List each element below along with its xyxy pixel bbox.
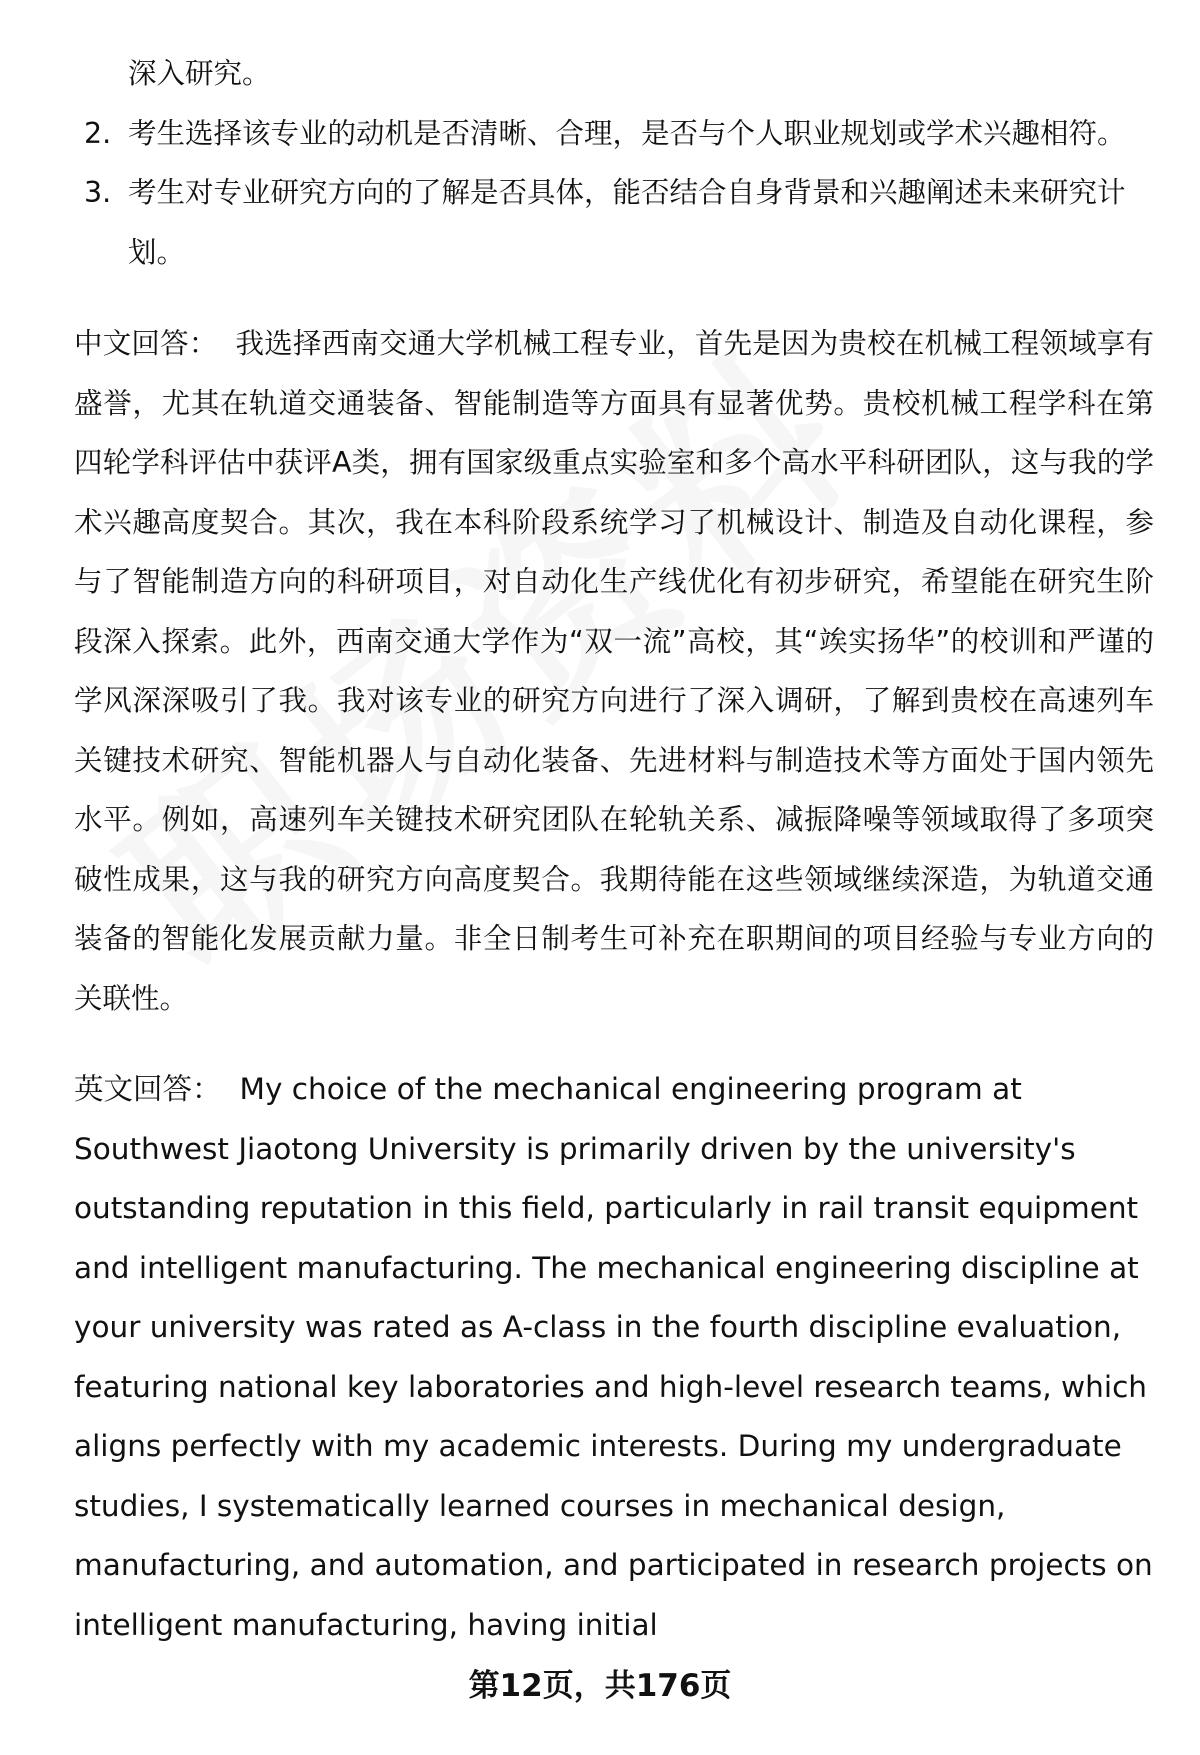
list-text: 考生选择该专业的动机是否清晰、合理，是否与个人职业规划或学术兴趣相符。	[128, 116, 1126, 150]
page-footer: 第12页，共176页	[468, 1668, 732, 1704]
english-answer-text: My choice of the mechanical engineering program at Southwest Jiaotong University is primarily driven by the university's outstanding reputation in this field, particularly in rail transit equipment and intelligent manufacturing. The mechanical engineering discipline at your university was rated as A-class in the fourth discipline evaluation, featuring national key laboratories and high-level research teams, which aligns perfectly with my academic interests. During my undergraduate studies, I systematically learned courses in mechanical design, manufacturing, and automation, and participated in research projects on intelligent manufacturing, having initial	[74, 1072, 1153, 1642]
list-item	[74, 104, 1154, 164]
chinese-answer-text: 我选择西南交通大学机械工程专业，首先是因为贵校在机械工程领域享有盛誉，尤其在轨道交通装备、智能制造等方面具有显著优势。贵校机械工程学科在第四轮学科评估中获评A类，拥有国家级重点实验室和多个高水平科研团队，这与我的学术兴趣高度契合。其次，我在本科阶段系统学习了机械设计、制造及自动化课程，参与了智能制造方向的科研项目，对自动化生产线优化有初步研究，希望能在研究生阶段深入探索。此外，西南交通大学作为“双一流”高校，其“竢实扬华”的校训和严谨的学风深深吸引了我。我对该专业的研究方向进行了深入调研，了解到贵校在高速列车关键技术研究、智能机器人与自动化装备、先进材料与制造技术等方面处于国内领先水平。例如，高速列车关键技术研究团队在轮轨关系、减振降噪等领域取得了多项突破性成果，这与我的研究方向高度契合。我期待能在这些领域继续深造，为轨道交通装备的智能化发展贡献力量。非全日制考生可补充在职期间的项目经验与专业方向的关联性。	[74, 327, 1154, 1015]
list-number: 3.	[84, 176, 112, 209]
list-text: 考生对专业研究方向的了解是否具体，能否结合自身背景和兴趣阐述未来研究计划。	[128, 176, 1126, 269]
list-item-continuation: 深入研究。	[128, 57, 271, 90]
english-answer	[74, 1060, 1154, 1655]
chinese-answer-label: 中文回答：	[74, 327, 218, 360]
english-answer-label: 英文回答：	[74, 1072, 222, 1106]
document-page	[74, 0, 1154, 1655]
list-number: 2.	[84, 116, 112, 150]
chinese-answer	[74, 314, 1154, 1028]
list-item	[74, 163, 1154, 282]
